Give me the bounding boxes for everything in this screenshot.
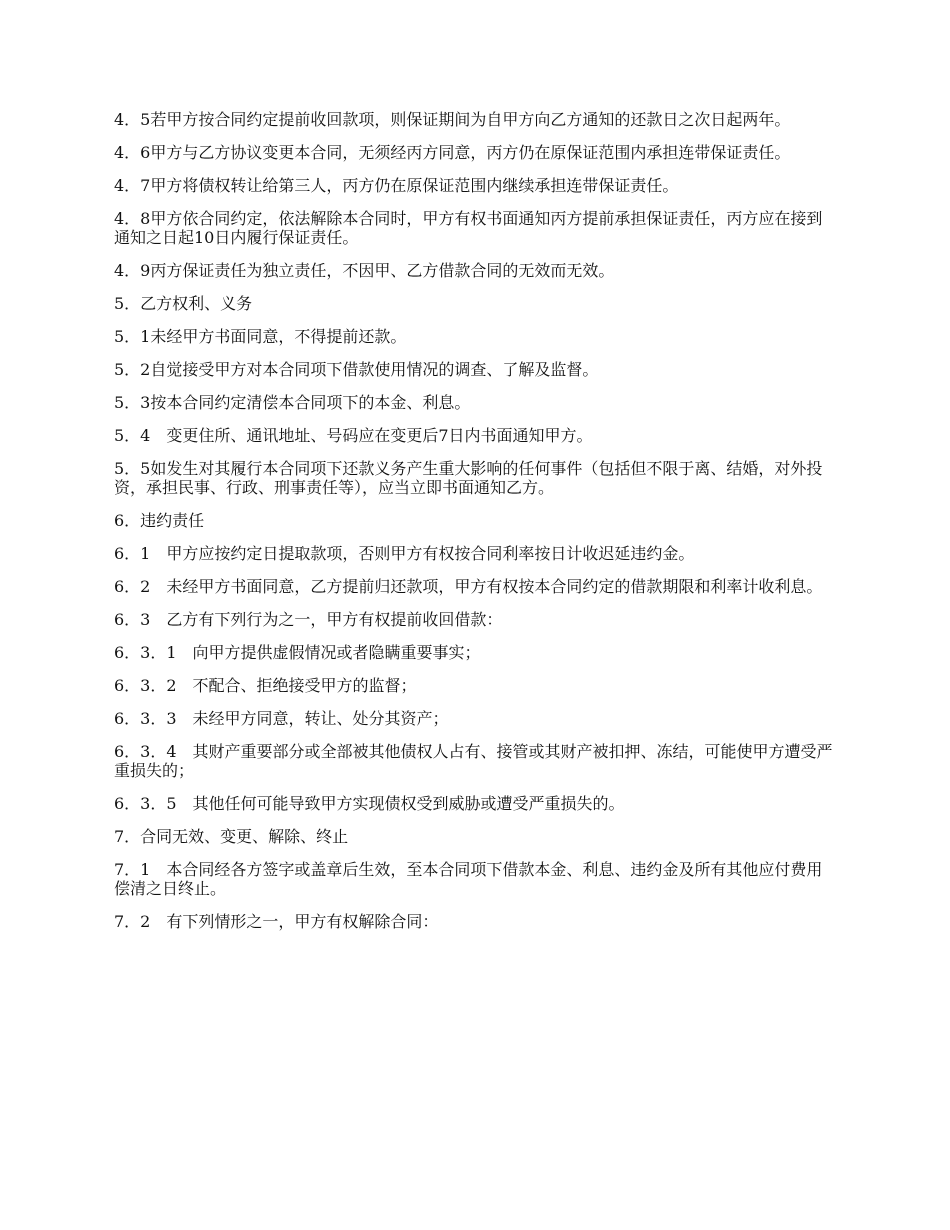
clause-6-3-1: 6．3．1 向甲方提供虚假情况或者隐瞒重要事实； bbox=[114, 643, 481, 662]
clause-4-5: 4．5若甲方按合同约定提前收回款项，则保证期间为自甲方向乙方通知的还款日之次日起两年。 bbox=[114, 110, 791, 129]
clause-4-8: 4．8甲方依合同约定，依法解除本合同时，甲方有权书面通知丙方提前承担保证责任，丙方应在接到通知之日起10日内履行保证责任。 bbox=[114, 209, 823, 247]
clause-6-3-3: 6．3．3 未经甲方同意，转让、处分其资产； bbox=[114, 709, 449, 728]
clause-5-3: 5．3按本合同约定清偿本合同项下的本金、利息。 bbox=[114, 393, 471, 412]
clause-4-6: 4．6甲方与乙方协议变更本合同，无须经丙方同意，丙方仍在原保证范围内承担连带保证责任。 bbox=[114, 143, 791, 162]
clause-5-1: 5．1未经甲方书面同意，不得提前还款。 bbox=[114, 327, 407, 346]
section-6-heading: 6．违约责任 bbox=[114, 511, 205, 530]
clause-4-9: 4．9丙方保证责任为独立责任，不因甲、乙方借款合同的无效而无效。 bbox=[114, 261, 615, 280]
clause-5-5: 5．5如发生对其履行本合同项下还款义务产生重大影响的任何事件（包括但不限于离、结婚，对外投资，承担民事、行政、刑事责任等），应当立即书面通知乙方。 bbox=[114, 459, 823, 497]
clause-6-3-4: 6．3．4 其财产重要部分或全部被其他债权人占有、接管或其财产被扣押、冻结，可能使甲方遭受严重损失的； bbox=[114, 742, 833, 780]
clause-6-3-5: 6．3．5 其他任何可能导致甲方实现债权受到威胁或遭受严重损失的。 bbox=[114, 794, 625, 813]
clause-6-3-2: 6．3．2 不配合、拒绝接受甲方的监督； bbox=[114, 676, 417, 695]
clause-6-1: 6．1 甲方应按约定日提取款项，否则甲方有权按合同利率按日计收迟延违约金。 bbox=[114, 544, 695, 563]
clause-7-2: 7．2 有下列情形之一，甲方有权解除合同： bbox=[114, 912, 439, 931]
section-7-heading: 7．合同无效、变更、解除、终止 bbox=[114, 827, 349, 846]
clause-5-4: 5．4 变更住所、通讯地址、号码应在变更后7日内书面通知甲方。 bbox=[114, 426, 593, 445]
clause-5-2: 5．2自觉接受甲方对本合同项下借款使用情况的调查、了解及监督。 bbox=[114, 360, 599, 379]
section-5-heading: 5．乙方权利、义务 bbox=[114, 294, 253, 313]
clause-6-3: 6．3 乙方有下列行为之一，甲方有权提前收回借款： bbox=[114, 610, 503, 629]
clause-7-1: 7．1 本合同经各方签字或盖章后生效，至本合同项下借款本金、利息、违约金及所有其他应付费用偿清之日终止。 bbox=[114, 860, 823, 898]
clause-4-7: 4．7甲方将债权转让给第三人，丙方仍在原保证范围内继续承担连带保证责任。 bbox=[114, 176, 679, 195]
document-body bbox=[114, 110, 838, 945]
clause-6-2: 6．2 未经甲方书面同意，乙方提前归还款项，甲方有权按本合同约定的借款期限和利率计收利息。 bbox=[114, 577, 823, 596]
